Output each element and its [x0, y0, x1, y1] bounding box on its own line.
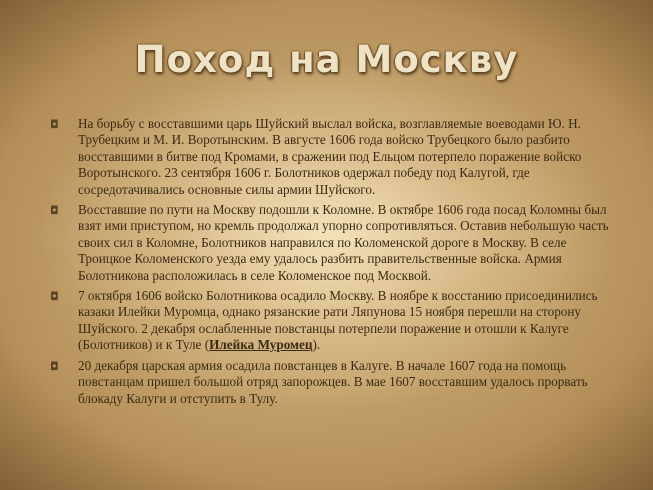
list-item: [50, 202, 610, 284]
list-item: [50, 358, 610, 407]
list-item: [50, 116, 610, 198]
item-text-end: ).: [312, 337, 321, 353]
slide-title: Поход на Москву: [134, 38, 519, 81]
bullet-icon: ◘: [50, 204, 59, 218]
item-text: Восставшие по пути на Москву подошли к Коломне. В октябре 1606 года посад Коломны был взят ими приступом, но кремль продолжал упорно сопротивляться. Оставив небольшую часть своих сил в Коломне, Болотников направился по Коломенской дороге в Москву. В селе Троицкое Коломенского уезда ему удалось разбить правительственные войска. Армия Болотникова расположилась в селе Коломенское под Москвой.: [78, 202, 609, 283]
bullet-icon: ◘: [50, 290, 59, 304]
bullet-icon: ◘: [50, 118, 59, 131]
list-item: [50, 288, 610, 354]
ileika-muromets-link[interactable]: Илейка Муромец: [209, 337, 313, 353]
bullet-icon: ◘: [50, 359, 59, 373]
bullet-list: [50, 116, 610, 411]
item-text: На борьбу с восставшими царь Шуйский выслал войска, возглавляемые воеводами Ю. Н. Трубецким и М. И. Воротынским. В августе 1606 года войско Трубецкого было разбито восставшими в битве под Кромами, в сражении под Ельцом потерпело поражение войско Воротынского. 23 сентября 1606 г. Болотников одержал победу под Калугой, где сосредотачивались основные силы армии Шуйского.: [78, 116, 582, 197]
item-text: 20 декабря царская армия осадила повстанцев в Калуге. В начале 1607 года на помощь повстанцам пришел большой отряд запорожцев. В мае 1607 восставшим удалось прорвать блокаду Калуги и отступить в Тулу.: [78, 357, 588, 406]
item-text: 7 октября 1606 войско Болотникова осадило Москву. В ноябре к восстанию присоединились казаки Илейки Муромца, однако рязанские рати Ляпунова 15 ноября перешли на сторону Шуйского. 2 декабря ослабленные повстанцы потерпели поражение и отошли к Калуге (Болотников) и к Туле (: [78, 288, 598, 353]
